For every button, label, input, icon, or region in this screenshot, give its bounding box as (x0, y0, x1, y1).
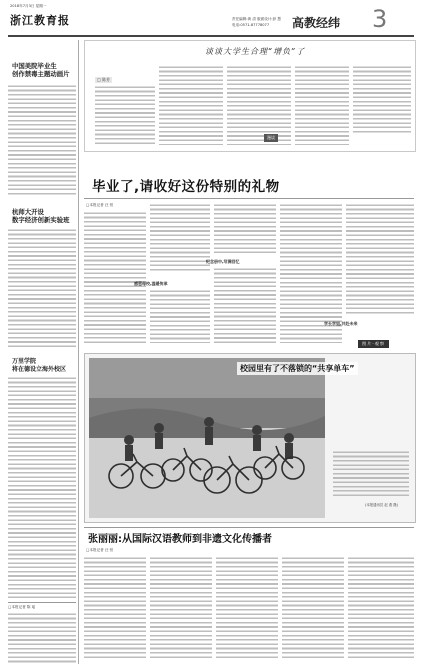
header-divider (8, 35, 414, 37)
brief-2-headline-line1: 杭师大开设 (12, 208, 44, 216)
main-text-col-1 (84, 211, 146, 343)
brief-article-1 (12, 62, 76, 78)
phone-line: 电话:0571-87778077 (232, 23, 270, 27)
main-subhead-c: 学长学姐,共赴未来 (324, 321, 358, 326)
brief-2-body-text (8, 228, 76, 348)
page-header (0, 0, 422, 36)
bottom-text-col-2 (150, 556, 212, 660)
left-news-column (8, 40, 76, 664)
column-divider (78, 40, 79, 664)
photo-section-label: 图片·观察 (358, 340, 389, 348)
main-text-col-3b (214, 267, 276, 343)
shared-bikes-photo (89, 358, 355, 518)
brief-3-body-text (8, 376, 76, 598)
newspaper-logo: 浙江教育报 (10, 14, 70, 27)
section-title: 高教经纬 (292, 16, 341, 30)
photo-illustration (89, 358, 325, 518)
brief-1-headline-line2: 创作禁毒主题动画片 (12, 70, 70, 78)
main-text-col-3a (214, 203, 276, 253)
brief-article-3 (12, 358, 76, 373)
left-bottom-body-text (8, 612, 76, 664)
main-byline: □本报记者 汪 恒 (86, 203, 114, 207)
bottom-article-rule (84, 527, 414, 528)
opinion-text-col-2 (159, 65, 223, 145)
photo-caption-text (333, 450, 409, 496)
opinion-title: 谈谈大学生合理“增负”了 (205, 47, 306, 56)
brief-2-headline-line2: 数字经济创新实验班 (12, 216, 70, 224)
photo-headline: 校园里有了不落锁的“共享单车” (237, 362, 358, 375)
left-bottom-byline: □本报记者 陈 瑶 (8, 602, 76, 610)
main-text-col-5 (346, 203, 414, 315)
page-number: 3 (372, 5, 388, 33)
brief-1-headline-line1: 中国美院毕业生 (12, 62, 57, 70)
bottom-text-col-3 (216, 556, 278, 660)
main-text-col-2b (150, 289, 210, 343)
opinion-text-col-5 (353, 65, 411, 133)
main-headline-rule (84, 198, 414, 199)
opinion-text-col-1 (95, 85, 155, 145)
brief-3-headline-line1: 万里学院 (12, 358, 37, 365)
brief-1-body-text (8, 84, 76, 196)
opinion-byline: □ 陈芳 (97, 77, 111, 82)
brief-article-2 (12, 208, 76, 224)
brief-3-headline-line2: 将在德设立海外校区 (12, 365, 67, 373)
opinion-box (84, 40, 416, 152)
bottom-text-col-1 (84, 556, 146, 660)
photo-credit: (本报通讯员 赵 燕 摄) (365, 503, 399, 507)
bottom-headline: 张丽丽:从国际汉语教师到非遗文化传播者 (88, 534, 272, 545)
opinion-text-col-4 (295, 65, 349, 145)
bottom-text-col-4 (282, 556, 344, 660)
photo-feature (84, 353, 416, 523)
main-subhead-a: 感恩母校,温暖传承 (134, 281, 168, 286)
editor-line: 责任编辑:黄 清 版面设计:彭 慧 (232, 17, 281, 21)
main-subhead-b: 纪念册中,写满回忆 (206, 259, 240, 264)
opinion-column-tag: 漫谈 (264, 134, 278, 142)
bottom-text-col-5 (348, 556, 414, 660)
bottom-byline: □本报记者 汪 恒 (86, 548, 114, 552)
opinion-text-col-3 (227, 65, 291, 145)
main-text-col-2a (150, 203, 210, 273)
issue-date: 2018年7月3日 星期一 (10, 4, 47, 8)
editor-info (232, 16, 281, 28)
main-headline: 毕业了,请收好这份特别的礼物 (92, 179, 280, 195)
